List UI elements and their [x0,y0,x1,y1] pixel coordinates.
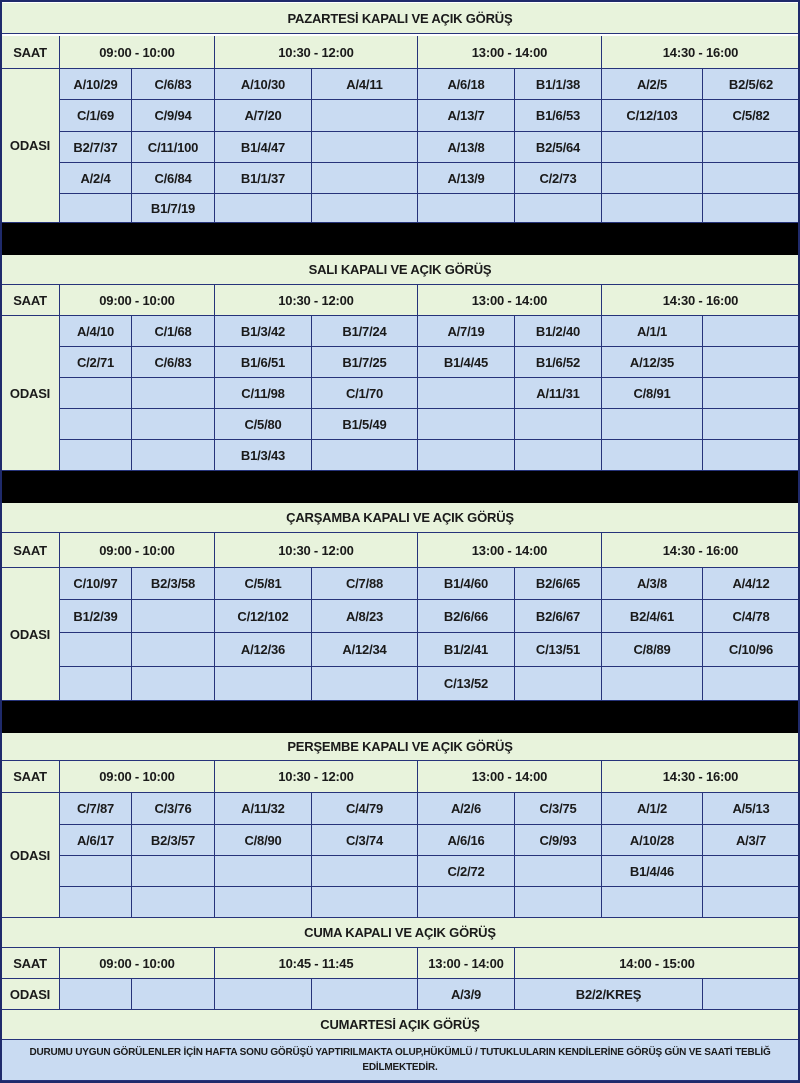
room-cell: A/1/1 [602,316,703,347]
room-cell: A/4/11 [312,69,418,100]
room-cell: A/7/20 [215,100,312,132]
room-cell: A/10/29 [60,69,132,100]
room-cell: B1/2/39 [60,600,132,633]
time-slot-header: 09:00 - 10:00 [60,761,215,793]
room-cell: A/2/6 [418,793,515,825]
room-cell [703,163,800,194]
room-cell [703,409,800,440]
day-title: PERŞEMBE KAPALI VE AÇIK GÖRÜŞ [0,733,800,761]
room-cell [703,887,800,918]
room-cell [132,979,215,1010]
room-cell: B1/4/47 [215,132,312,163]
room-cell: C/12/102 [215,600,312,633]
room-cell: A/11/32 [215,793,312,825]
saat-label: SAAT [0,285,60,316]
time-slot-header: 09:00 - 10:00 [60,533,215,568]
time-slot-header: 10:45 - 11:45 [215,948,418,979]
room-cell [602,667,703,701]
room-cell: B1/3/42 [215,316,312,347]
room-cell: B1/2/41 [418,633,515,667]
room-cell [132,378,215,409]
room-cell: C/10/96 [703,633,800,667]
day-title: CUMA KAPALI VE AÇIK GÖRÜŞ [0,918,800,948]
room-cell: B1/4/46 [602,856,703,887]
time-slot-header: 14:30 - 16:00 [602,36,800,69]
room-cell: B1/6/52 [515,347,602,378]
room-cell: C/12/103 [602,100,703,132]
room-cell: A/11/31 [515,378,602,409]
time-slot-header: 09:00 - 10:00 [60,36,215,69]
room-cell [60,409,132,440]
room-cell: A/3/8 [602,568,703,600]
room-cell [60,667,132,701]
room-cell: B1/7/19 [132,194,215,223]
time-slot-header: 10:30 - 12:00 [215,761,418,793]
room-cell [132,856,215,887]
day-separator [0,471,800,503]
room-cell: B1/3/43 [215,440,312,471]
room-cell [703,667,800,701]
day-title: PAZARTESİ KAPALI VE AÇIK GÖRÜŞ [0,3,800,34]
room-cell [60,194,132,223]
room-cell: B1/2/40 [515,316,602,347]
room-cell: B1/4/60 [418,568,515,600]
saturday-note: DURUMU UYGUN GÖRÜLENLER İÇİN HAFTA SONU GÖRÜŞÜ YAPTIRILMAKTA OLUP,HÜKÜMLÜ / TUTUKLULARIN KENDİLERİNE GÖRÜŞ GÜN VE SAATİ TEBLİĞ EDİLMEKTEDİR. [0,1040,800,1081]
room-cell: C/4/78 [703,600,800,633]
room-cell: C/5/82 [703,100,800,132]
room-cell [312,667,418,701]
room-cell: C/3/74 [312,825,418,856]
day-separator [0,701,800,733]
room-cell [60,633,132,667]
time-slot-header: 14:30 - 16:00 [602,761,800,793]
time-slot-header: 10:30 - 12:00 [215,36,418,69]
room-cell [132,409,215,440]
room-cell [602,409,703,440]
time-slot-header: 14:30 - 16:00 [602,533,800,568]
time-slot-header: 13:00 - 14:00 [418,36,602,69]
room-cell [60,440,132,471]
room-cell: B1/7/24 [312,316,418,347]
room-cell: C/1/68 [132,316,215,347]
room-cell [703,378,800,409]
room-cell: A/2/4 [60,163,132,194]
room-cell: C/2/72 [418,856,515,887]
room-cell: A/6/18 [418,69,515,100]
time-slot-header: 09:00 - 10:00 [60,285,215,316]
room-cell: B2/2/KREŞ [515,979,703,1010]
room-cell: B1/4/45 [418,347,515,378]
room-cell [703,856,800,887]
room-cell: A/8/23 [312,600,418,633]
room-cell: C/6/84 [132,163,215,194]
room-cell: B2/6/66 [418,600,515,633]
room-cell: C/7/88 [312,568,418,600]
room-cell: B2/6/65 [515,568,602,600]
room-cell: A/13/7 [418,100,515,132]
room-cell [703,194,800,223]
room-cell: A/12/34 [312,633,418,667]
room-cell: A/3/9 [418,979,515,1010]
room-cell: B1/1/37 [215,163,312,194]
room-cell [60,979,132,1010]
room-cell: C/10/97 [60,568,132,600]
room-cell: A/4/10 [60,316,132,347]
room-cell: C/5/81 [215,568,312,600]
room-cell: A/12/36 [215,633,312,667]
room-cell: C/2/71 [60,347,132,378]
room-cell: C/11/98 [215,378,312,409]
room-cell: B1/1/38 [515,69,602,100]
room-cell: C/8/91 [602,378,703,409]
room-cell [418,409,515,440]
room-cell [515,440,602,471]
odasi-label: ODASI [0,316,60,471]
room-cell [312,440,418,471]
room-cell: B1/6/51 [215,347,312,378]
time-slot-header: 10:30 - 12:00 [215,533,418,568]
room-cell [312,194,418,223]
room-cell: C/5/80 [215,409,312,440]
room-cell: C/8/89 [602,633,703,667]
room-cell: C/13/51 [515,633,602,667]
room-cell: B1/6/53 [515,100,602,132]
room-cell [602,440,703,471]
room-cell [602,132,703,163]
room-cell [703,316,800,347]
room-cell: C/1/70 [312,378,418,409]
room-cell: C/3/76 [132,793,215,825]
room-cell [418,440,515,471]
room-cell [602,194,703,223]
room-cell: B2/5/62 [703,69,800,100]
room-cell [215,887,312,918]
room-cell: C/7/87 [60,793,132,825]
room-cell: A/4/12 [703,568,800,600]
room-cell [312,979,418,1010]
room-cell [703,347,800,378]
room-cell: A/6/16 [418,825,515,856]
room-cell [312,856,418,887]
room-cell: A/6/17 [60,825,132,856]
room-cell: A/12/35 [602,347,703,378]
room-cell: C/9/93 [515,825,602,856]
time-slot-header: 13:00 - 14:00 [418,285,602,316]
time-slot-header: 14:00 - 15:00 [515,948,800,979]
time-slot-header: 10:30 - 12:00 [215,285,418,316]
time-slot-header: 13:00 - 14:00 [418,533,602,568]
saat-label: SAAT [0,761,60,793]
room-cell [703,440,800,471]
room-cell: C/2/73 [515,163,602,194]
odasi-label: ODASI [0,793,60,918]
odasi-label: ODASI [0,568,60,701]
room-cell: B2/7/37 [60,132,132,163]
room-cell [60,887,132,918]
day-separator [0,223,800,255]
room-cell: C/9/94 [132,100,215,132]
room-cell: B1/5/49 [312,409,418,440]
odasi-label: ODASI [0,979,60,1010]
room-cell: C/6/83 [132,347,215,378]
time-slot-header: 13:00 - 14:00 [418,761,602,793]
room-cell: A/13/8 [418,132,515,163]
room-cell [703,979,800,1010]
room-cell: B2/3/58 [132,568,215,600]
room-cell: B2/6/67 [515,600,602,633]
room-cell [515,667,602,701]
room-cell [215,856,312,887]
room-cell: C/8/90 [215,825,312,856]
room-cell [418,378,515,409]
saat-label: SAAT [0,948,60,979]
room-cell [132,633,215,667]
day-title: ÇARŞAMBA KAPALI VE AÇIK GÖRÜŞ [0,503,800,533]
room-cell: B2/4/61 [602,600,703,633]
room-cell: A/5/13 [703,793,800,825]
room-cell [602,163,703,194]
room-cell [515,856,602,887]
room-cell: B1/7/25 [312,347,418,378]
room-cell: B2/5/64 [515,132,602,163]
room-cell: A/10/28 [602,825,703,856]
odasi-label: ODASI [0,69,60,223]
saat-label: SAAT [0,533,60,568]
room-cell [515,409,602,440]
room-cell: C/11/100 [132,132,215,163]
room-cell [60,378,132,409]
room-cell [312,100,418,132]
room-cell: A/13/9 [418,163,515,194]
room-cell [132,440,215,471]
room-cell: C/1/69 [60,100,132,132]
room-cell [312,163,418,194]
room-cell [215,979,312,1010]
room-cell: A/2/5 [602,69,703,100]
room-cell [312,132,418,163]
room-cell [215,667,312,701]
room-cell [132,600,215,633]
room-cell [418,194,515,223]
room-cell: A/10/30 [215,69,312,100]
room-cell: A/7/19 [418,316,515,347]
time-slot-header: 13:00 - 14:00 [418,948,515,979]
room-cell: A/3/7 [703,825,800,856]
room-cell: C/6/83 [132,69,215,100]
time-slot-header: 09:00 - 10:00 [60,948,215,979]
room-cell: B2/3/57 [132,825,215,856]
saat-label: SAAT [0,36,60,69]
room-cell [515,194,602,223]
room-cell [418,887,515,918]
room-cell: C/3/75 [515,793,602,825]
room-cell [515,887,602,918]
day-title: SALI KAPALI VE AÇIK GÖRÜŞ [0,255,800,285]
room-cell [312,887,418,918]
room-cell [602,887,703,918]
room-cell [215,194,312,223]
room-cell: C/4/79 [312,793,418,825]
room-cell [60,856,132,887]
room-cell: A/1/2 [602,793,703,825]
time-slot-header: 14:30 - 16:00 [602,285,800,316]
room-cell [703,132,800,163]
room-cell: C/13/52 [418,667,515,701]
room-cell [132,887,215,918]
room-cell [132,667,215,701]
day-title: CUMARTESİ AÇIK GÖRÜŞ [0,1010,800,1040]
